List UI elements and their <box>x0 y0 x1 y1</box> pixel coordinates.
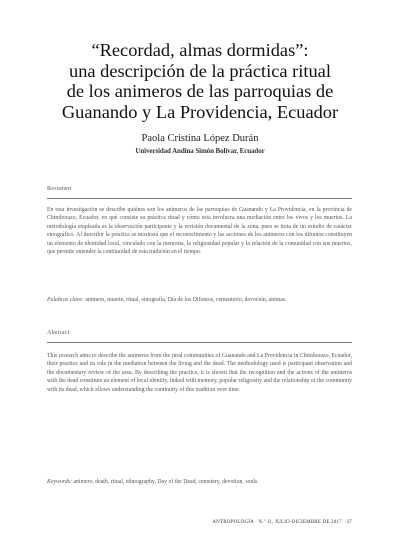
title-line: “Recordad, almas dormidas”: <box>91 40 309 60</box>
title-line: una descripción de la práctica ritual <box>69 60 331 81</box>
title-line: Guanando y La Providencia, Ecuador <box>61 101 339 122</box>
resumen-rule <box>47 198 352 199</box>
abstract-keywords-list: animero, death, ritual, ethnography, Day of the Dead, cemetery, devotion, souls. <box>73 479 259 485</box>
resumen-keywords-label: Palabras clave: <box>47 297 84 303</box>
abstract-heading: Abstract <box>47 330 70 336</box>
title-line: de los animeros de las parroquias de <box>66 81 334 101</box>
resumen-keywords-list: animero, muerte, ritual, etnografía, Día de los Difuntos, cementerio, devoción, ánimas. <box>85 297 287 303</box>
article-title <box>30 40 370 122</box>
resumen-heading: Resumen <box>47 186 72 192</box>
abstract-keywords-label: Keywords: <box>47 479 72 485</box>
resumen-keywords <box>47 296 352 304</box>
abstract-keywords <box>47 478 352 486</box>
author-name: Paola Cristina López Durán <box>141 133 259 144</box>
abstract-text: This research aims to describe the animeros from the rural communities of Guanando and La Providencia in Chimborazo, Ecuador, their practice and its role in the mediation between the living and the dead. The methodology used is participant observation and the documentary review of the area. By describing the practice, it is shown that the recognition and the actions of the animeros with the dead constitute an element of local identity, linked with memory, popular religiosity and the relationship of the community with its dead, which allows understanding the continuity of this tradition over time. <box>47 353 352 393</box>
abstract-rule <box>47 342 352 343</box>
page-footer: ANTROPOLOGÍA · N.º 11, JULIO-DICIEMBRE DE 2017 · 27 <box>212 520 352 525</box>
resumen-text: En esta investigación se describe quiénes son los animeros de las parroquias de Guanando y La Providencia, en la provincia de Chimborazo, Ecuador, en qué consiste su práctica ritual y cómo esta involucra una mediación entre los vivos y los muertos. La metodología empleada es la observación participante y la revisión documental de la zona, pues se trata de un estudio de carácter etnográfico. Al describir la práctica se mostrará que el reconocimiento y las acciones de los animeros con los difuntos constituyen un elemento de identidad local, vinculado con la memoria, la religiosidad popular y la relación de la comunidad con sus muertos, que permite entender la continuidad de esta tradición en el tiempo. <box>47 207 352 256</box>
author-affiliation: Universidad Andina Simón Bolívar, Ecuador <box>135 147 265 155</box>
